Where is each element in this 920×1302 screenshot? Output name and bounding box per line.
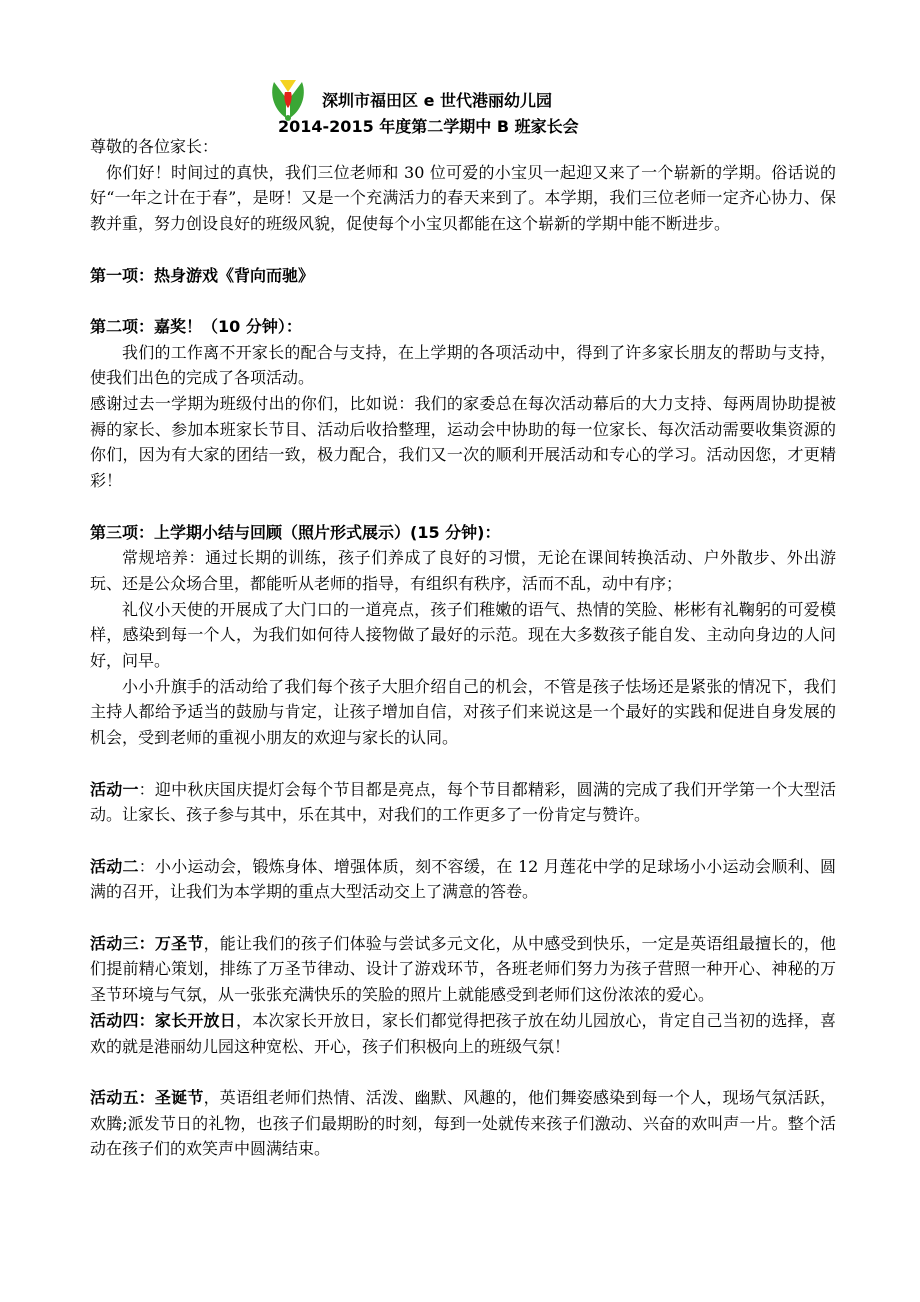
section-3-paragraph-2: 礼仪小天使的开展成了大门口的一道亮点，孩子们稚嫩的语气、热情的笑脸、彬彬有礼鞠躬的可爱模样，感染到每一个人，为我们如何待人接物做了最好的示范。现在大多数孩子能自发、主动向身边的人问好，问早。 [90, 599, 836, 671]
section-2-paragraph-2: 感谢过去一学期为班级付出的你们，比如说：我们的家委总在每次活动幕后的大力支持、每两周协助提被褥的家长、参加本班家长节目、活动后收拾整理，运动会中协助的每一位家长、每次活动需要收集资源的你们，因为有大家的团结一致，极力配合，我们又一次的顺利开展活动和专心的学习。活动因您，才更精彩！ [90, 394, 836, 491]
activity-5: 活动五：圣诞节，英语组老师们热情、活泼、幽默、风趣的，他们舞姿感染到每一个人，现场气氛活跃，欢腾;派发节日的礼物，也孩子们最期盼的时刻，每到一处就传来孩子们激动、兴奋的欢叫声一片。整个活动在孩子们的欢笑声中圆满结束。 [90, 1087, 836, 1159]
section-2-title: 第二项：嘉奖！（10 分钟）： [90, 316, 302, 336]
intro-paragraph: 你们好！时间过的真快，我们三位老师和 30 位可爱的小宝贝一起迎又来了一个崭新的学期。俗话说的好“一年之计在于春”，是呀！又是一个充满活力的春天来到了。本学期，我们三位老师一定齐心协力、保教并重，努力创设良好的班级风貌，促使每个小宝贝都能在这个崭新的学期中能不断进步。 [90, 162, 836, 234]
activity-4: 活动四：家长开放日，本次家长开放日，家长们都觉得把孩子放在幼儿园放心，肯定自己当初的选择，喜欢的就是港丽幼儿园这种宽松、开心，孩子们积极向上的班级气氛！ [90, 1010, 836, 1056]
meeting-title: 2014-2015 年度第二学期中 B 班家长会 [278, 117, 579, 136]
section-3-paragraph-1: 常规培养：通过长期的训练，孩子们养成了良好的习惯，无论在课间转换活动、户外散步、外出游玩、还是公众场合里，都能听从老师的指导，有组织有秩序，活而不乱，动中有序； [90, 548, 836, 593]
document-header [90, 78, 836, 134]
section-3-paragraph-3: 小小升旗手的活动给了我们每个孩子大胆介绍自己的机会，不管是孩子怯场还是紧张的情况下，我们主持人都给予适当的鼓励与肯定，让孩子增加自信，对孩子们来说这是一个最好的实践和促进自身发展的机会，受到老师的重视小朋友的欢迎与家长的认同。 [90, 676, 836, 748]
section-1-title: 第一项：热身游戏《背向而驰》 [90, 265, 315, 285]
section-3-title: 第三项：上学期小结与回顾（照片形式展示）(15 分钟)： [90, 522, 501, 542]
activity-2: 活动二：小小运动会，锻炼身体、增强体质，刻不容缓，在 12 月莲花中学的足球场小小运动会顺利、圆满的召开，让我们为本学期的重点大型活动交上了满意的答卷。 [90, 856, 836, 902]
activity-1: 活动一：迎中秋庆国庆提灯会每个节目都是亮点，每个节目都精彩，圆满的完成了我们开学第一个大型活动。让家长、孩子参与其中，乐在其中，对我们的工作更多了一份肯定与赞许。 [90, 779, 836, 825]
section-2-paragraph-1: 我们的工作离不开家长的配合与支持，在上学期的各项活动中，得到了许多家长朋友的帮助与支持，使我们出色的完成了各项活动。 [90, 342, 836, 388]
activity-3: 活动三：万圣节，能让我们的孩子们体验与尝试多元文化，从中感受到快乐，一定是英语组最擅长的，他们提前精心策划，排练了万圣节律动、设计了游戏环节，各班老师们努力为孩子营照一种开心、神秘的万圣节环境与气氛，从一张张充满快乐的笑脸的照片上就能感受到老师们这份浓浓的爱心。 [90, 933, 836, 1005]
document-body [90, 134, 836, 1162]
school-title: 深圳市福田区 e 世代港丽幼儿园 [322, 91, 552, 110]
greeting: 尊敬的各位家长： [90, 137, 219, 156]
